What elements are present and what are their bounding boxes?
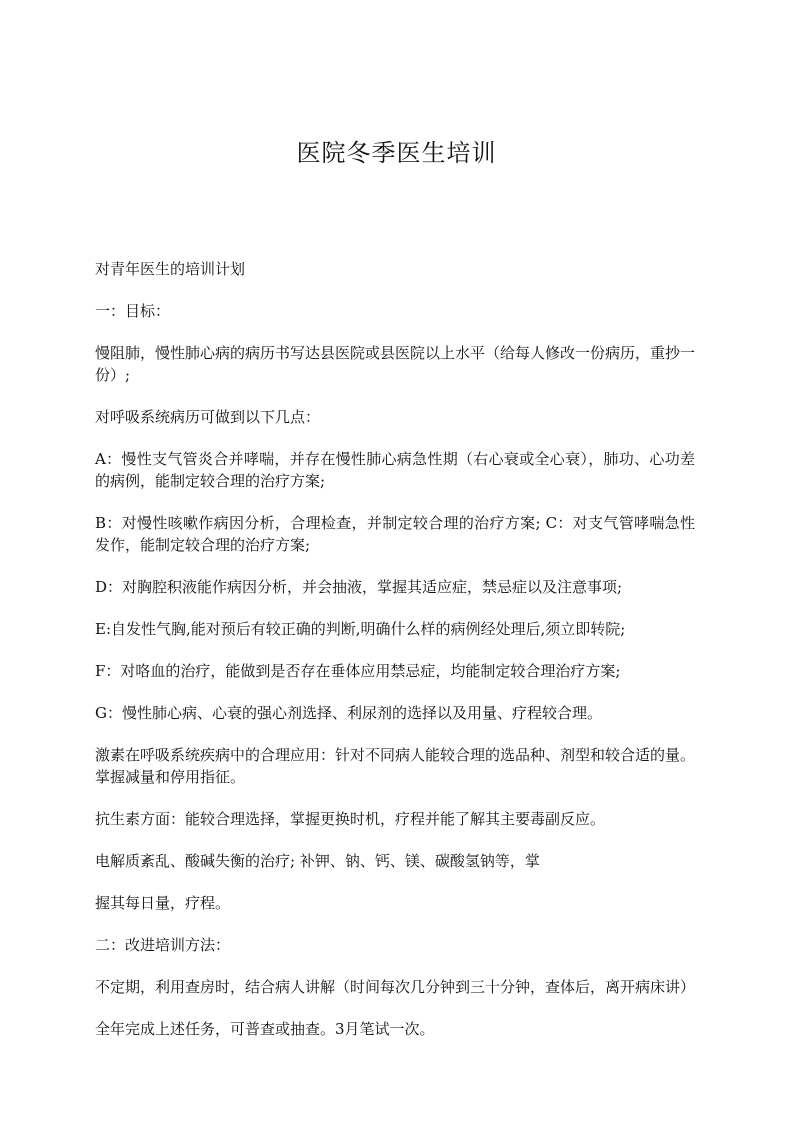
list-item-g: G：慢性肺心病、心衰的强心剂选择、利尿剂的选择以及用量、疗程较合理。 — [95, 704, 602, 722]
section-heading-methods: 二：改进培训方法： — [95, 936, 231, 954]
paragraph-rounds: 不定期，利用查房时，结合病人讲解（时间每次几分钟到三十分钟，查体后，离开病床讲） — [95, 978, 696, 996]
paragraph-electrolytes: 电解质紊乱、酸碱失衡的治疗; 补钾、钠、钙、镁、碳酸氢钠等，掌 — [95, 852, 540, 870]
paragraph-antibiotics: 抗生素方面：能较合理选择，掌握更换时机，疗程并能了解其主要毒副反应。 — [95, 810, 606, 828]
section-heading-goals: 一：目标： — [95, 302, 171, 320]
paragraph-training-plan: 对青年医生的培训计划 — [95, 260, 246, 278]
paragraph-daily-dose: 握其每日量，疗程。 — [95, 894, 231, 912]
document-body — [95, 258, 695, 1040]
list-item-f: F：对咯血的治疗，能做到是否存在垂体应用禁忌症，均能制定较合理治疗方案; — [95, 662, 621, 680]
paragraph-respiratory-intro: 对呼吸系统病历可做到以下几点： — [95, 408, 321, 426]
paragraph-medical-records: 慢阻肺，慢性肺心病的病历书写达县医院或县医院以上水平（给每人修改一份病历，重抄一份）; — [95, 344, 696, 384]
list-item-e: E:自发性气胸,能对预后有较正确的判断,明确什么样的病例经处理后,须立即转院; — [95, 620, 626, 638]
list-item-b-c: B：对慢性咳嗽作病因分析，合理检查，并制定较合理的治疗方案; C：对支气管哮喘急性发作，能制定较合理的治疗方案; — [95, 514, 695, 554]
paragraph-hormones: 激素在呼吸系统疾病中的合理应用：针对不同病人能较合理的选品种、剂型和较合适的量。掌握减量和停用指征。 — [95, 746, 696, 786]
document-title: 医院冬季医生培训 — [296, 139, 497, 167]
paragraph-annual-tasks: 全年完成上述任务，可普查或抽查。3月笔试一次。 — [95, 1020, 435, 1038]
list-item-a: A：慢性支气管炎合并哮喘，并存在慢性肺心病急性期（右心衰或全心衰），肺功、心功差的病例，能制定较合理的治疗方案; — [95, 450, 695, 490]
list-item-d: D：对胸腔积液能作病因分析，并会抽液，掌握其适应症，禁忌症以及注意事项; — [95, 578, 623, 596]
